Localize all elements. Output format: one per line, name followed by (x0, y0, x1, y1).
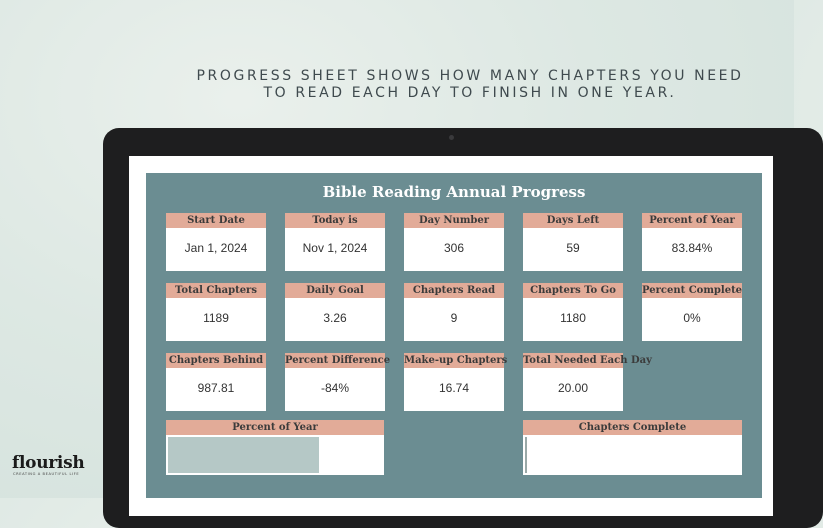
brand-logo: flourish (12, 453, 85, 473)
headline-line-1: PROGRESS SHEET SHOWS HOW MANY CHAPTERS YOU NEED (196, 68, 744, 84)
card-label: Days Left (523, 213, 623, 228)
card-value[interactable]: Jan 1, 2024 (184, 241, 248, 255)
card-start-date (166, 213, 266, 271)
card-label: Make-up Chapters (404, 355, 508, 366)
card-value[interactable]: 306 (443, 241, 465, 255)
card-label: Today is (285, 213, 385, 228)
card-value[interactable]: 3.26 (323, 311, 347, 325)
card-total-chapters (166, 283, 266, 341)
card-days-left (523, 213, 623, 271)
progress-sheet (146, 173, 762, 498)
card-label: Total Chapters (166, 283, 266, 298)
card-value[interactable]: Nov 1, 2024 (302, 241, 368, 255)
card-value[interactable]: 9 (450, 311, 458, 325)
card-label: Chapters To Go (523, 283, 623, 298)
card-value[interactable]: 987.81 (197, 381, 235, 395)
card-chapters-read (404, 283, 504, 341)
laptop-frame (103, 128, 823, 528)
headline-line-2: TO READ EACH DAY TO FINISH IN ONE YEAR. (263, 85, 677, 101)
card-daily-goal (285, 283, 385, 341)
card-makeup-chapters (404, 353, 508, 411)
sheet-title: Bible Reading Annual Progress (322, 183, 586, 201)
card-label: Percent Complete (642, 285, 743, 296)
brand-tagline: CREATING A BEAUTIFUL LIFE (13, 472, 80, 476)
bar-fill (168, 437, 319, 473)
bar-fill (525, 437, 527, 473)
card-percent-complete (642, 283, 742, 341)
bar-track (168, 437, 348, 473)
card-value[interactable]: 59 (566, 241, 580, 255)
card-label: Total Needed Each Day (523, 355, 652, 366)
headline (150, 68, 790, 102)
card-label: Day Number (404, 213, 504, 228)
card-label: Percent of Year (642, 213, 742, 228)
card-total-needed-each-day (523, 353, 652, 411)
bar-label: Chapters Complete (523, 420, 742, 435)
chapters-complete-bar (523, 420, 742, 475)
card-percent-difference (285, 353, 391, 411)
card-label: Start Date (166, 213, 266, 228)
card-value[interactable]: 20.00 (557, 381, 589, 395)
card-chapters-to-go (523, 283, 623, 341)
percent-of-year-bar (166, 420, 384, 475)
card-value[interactable]: 83.84% (671, 241, 713, 255)
card-value[interactable]: 0% (683, 311, 701, 325)
card-value[interactable]: 1180 (560, 311, 586, 325)
card-label: Daily Goal (285, 283, 385, 298)
bar-track (525, 437, 740, 473)
card-label: Percent Difference (285, 355, 391, 366)
card-value[interactable]: 16.74 (438, 381, 470, 395)
card-label: Chapters Read (404, 283, 504, 298)
card-today (285, 213, 385, 271)
card-value[interactable]: -84% (320, 381, 349, 395)
card-value[interactable]: 1189 (203, 311, 229, 325)
card-chapters-behind (166, 353, 266, 411)
card-percent-of-year (642, 213, 742, 271)
laptop-screen (129, 156, 773, 516)
bar-label: Percent of Year (166, 420, 384, 435)
camera-dot (449, 135, 454, 140)
card-label: Chapters Behind (166, 353, 266, 368)
card-day-number (404, 213, 504, 271)
